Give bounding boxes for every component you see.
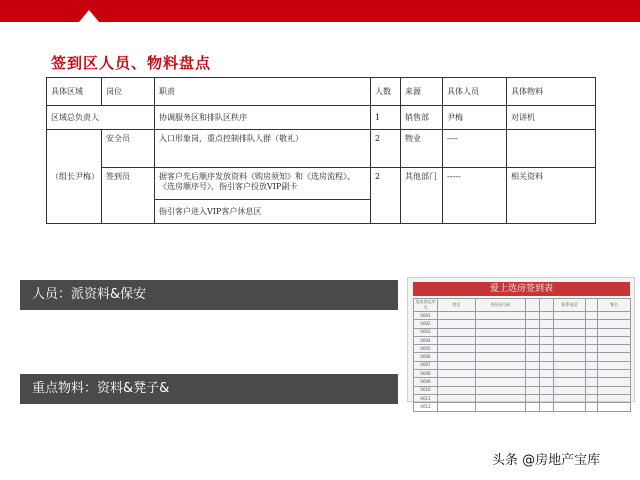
sheet-cell (586, 403, 598, 411)
sheet-cell (598, 353, 631, 361)
table-row (47, 130, 596, 168)
sheet-cell (540, 345, 554, 353)
sheet-cell (438, 361, 476, 369)
sheet-cell (598, 345, 631, 353)
sheet-cell (476, 394, 526, 402)
sheet-cell (438, 378, 476, 386)
watermark: 头条 @房地产宝库 (492, 453, 601, 468)
duty-cell: 指引客户进入VIP客户休息区 (155, 200, 371, 224)
sheet-cell (526, 320, 540, 328)
sheet-cell (586, 370, 598, 378)
source-cell: 销售部 (401, 106, 443, 130)
sheet-cell (586, 345, 598, 353)
sheet-row (414, 378, 631, 386)
sheet-row-number: 0008 (414, 370, 438, 378)
sheet-cell (438, 336, 476, 344)
sheet-row-number: 0005 (414, 345, 438, 353)
duty-cell: 协调服务区和排队区秩序 (155, 106, 371, 130)
sheet-cell (586, 353, 598, 361)
sheet-cell (554, 403, 586, 411)
area-cell: 区域总负责人 (47, 106, 155, 130)
table-row (47, 106, 596, 130)
sheet-cell (598, 403, 631, 411)
sheet-header-row (414, 299, 631, 312)
staff-summary-band: 人员：派资料&保安 (20, 280, 398, 310)
sheet-cell (586, 378, 598, 386)
sheet-row-number: 0010 (414, 386, 438, 394)
sheet-cell (540, 386, 554, 394)
header-cell: 人数 (371, 78, 401, 106)
sheet-cell (438, 312, 476, 320)
header-cell: 职责 (155, 78, 371, 106)
count-cell: 2 (371, 130, 401, 168)
sheet-cell (540, 336, 554, 344)
sheet-row (414, 320, 631, 328)
sheet-cell (476, 345, 526, 353)
source-cell: 物业 (401, 130, 443, 168)
header-cell: 来源 (401, 78, 443, 106)
sheet-row-number: 0006 (414, 353, 438, 361)
sheet-cell (438, 403, 476, 411)
sheet-cell (438, 328, 476, 336)
sheet-cell (526, 378, 540, 386)
sheet-row (414, 312, 631, 320)
sheet-row-number: 0011 (414, 394, 438, 402)
sheet-cell (476, 370, 526, 378)
person-cell: 尹梅 (443, 106, 507, 130)
material-cell: 对讲机 (507, 106, 596, 130)
sheet-row (414, 386, 631, 394)
sheet-cell (526, 312, 540, 320)
sign-in-sheet-title: 爱上选房签到表 (413, 282, 630, 296)
header-cell: 具体区域 (47, 78, 102, 106)
sheet-row-number: 0002 (414, 320, 438, 328)
sheet-cell (586, 320, 598, 328)
sheet-cell (554, 353, 586, 361)
sheet-cell (526, 345, 540, 353)
sheet-cell (476, 328, 526, 336)
sheet-cell (540, 370, 554, 378)
sheet-cell (476, 378, 526, 386)
sheet-cell (526, 403, 540, 411)
sheet-cell (554, 345, 586, 353)
sheet-cell (554, 386, 586, 394)
sheet-header-cell: 姓名 (438, 299, 476, 312)
sheet-row-number: 0009 (414, 378, 438, 386)
sheet-cell (586, 386, 598, 394)
sheet-cell (598, 378, 631, 386)
sheet-row-number: 0012 (414, 403, 438, 411)
sheet-cell (554, 312, 586, 320)
sheet-cell (438, 394, 476, 402)
sheet-cell (476, 353, 526, 361)
sheet-row (414, 361, 631, 369)
material-cell (507, 130, 596, 168)
person-cell: ----- (443, 168, 507, 224)
sheet-cell (476, 336, 526, 344)
sheet-row-number: 0007 (414, 361, 438, 369)
sheet-cell (598, 386, 631, 394)
sheet-cell (540, 378, 554, 386)
sheet-cell (598, 328, 631, 336)
duty-cell: 入口形象岗，重点控制排队人群（敬礼） (155, 130, 371, 168)
sheet-cell (598, 361, 631, 369)
sheet-cell (476, 386, 526, 394)
sheet-row (414, 394, 631, 402)
sheet-cell (598, 312, 631, 320)
sheet-cell (598, 394, 631, 402)
sheet-header-cell: 签名 (598, 299, 631, 312)
sheet-cell (540, 394, 554, 402)
sheet-header-cell (586, 299, 598, 312)
sheet-cell (586, 361, 598, 369)
sheet-cell (438, 370, 476, 378)
sheet-cell (540, 403, 554, 411)
sheet-cell (586, 312, 598, 320)
sheet-cell (526, 336, 540, 344)
sheet-cell (476, 320, 526, 328)
source-cell: 其他部门 (401, 168, 443, 224)
staff-material-table (46, 77, 596, 224)
sheet-cell (586, 394, 598, 402)
sheet-cell (586, 328, 598, 336)
sheet-cell (476, 312, 526, 320)
sheet-cell (554, 378, 586, 386)
sheet-row (414, 370, 631, 378)
sheet-row-number: 0001 (414, 312, 438, 320)
sheet-cell (554, 361, 586, 369)
header-cell: 具体物料 (507, 78, 596, 106)
sheet-row (414, 336, 631, 344)
sheet-header-cell (526, 299, 540, 312)
sheet-header-cell: 身份证号码 (476, 299, 526, 312)
material-cell: 相关资料 (507, 168, 596, 224)
sheet-cell (526, 361, 540, 369)
sheet-row (414, 403, 631, 411)
duty-cell: 据客户先后顺序发放资料《购房须知》和《选房流程》、《选房顺序号》，指引客户投放VIP副卡 (155, 168, 371, 200)
sheet-cell (598, 370, 631, 378)
sheet-cell (526, 386, 540, 394)
sheet-cell (476, 403, 526, 411)
sheet-row (414, 328, 631, 336)
sheet-cell (526, 370, 540, 378)
sheet-cell (438, 386, 476, 394)
sheet-cell (438, 353, 476, 361)
sheet-cell (540, 353, 554, 361)
sheet-cell (540, 320, 554, 328)
sheet-cell (554, 370, 586, 378)
sheet-header-cell (540, 299, 554, 312)
area-cell: （组长尹梅） (47, 130, 102, 224)
person-cell: ---- (443, 130, 507, 168)
sheet-cell (598, 336, 631, 344)
sheet-row (414, 345, 631, 353)
sheet-row-number: 0003 (414, 328, 438, 336)
sign-in-sheet-grid (413, 298, 630, 412)
header-cell: 岗位 (102, 78, 155, 106)
sheet-cell (554, 336, 586, 344)
sheet-rows (414, 312, 631, 412)
sheet-cell (438, 345, 476, 353)
sheet-cell (540, 361, 554, 369)
header-cell: 具体人员 (443, 78, 507, 106)
material-summary-band: 重点物料：资料&凳子& (20, 374, 398, 404)
sheet-cell (598, 320, 631, 328)
sheet-cell (586, 336, 598, 344)
post-cell: 签到员 (102, 168, 155, 224)
sheet-cell (554, 328, 586, 336)
sheet-cell (540, 328, 554, 336)
sheet-cell (526, 394, 540, 402)
header-notch (79, 10, 99, 22)
post-cell: 安全员 (102, 130, 155, 168)
sheet-cell (554, 394, 586, 402)
table-row (47, 168, 596, 200)
sheet-cell (526, 353, 540, 361)
count-cell: 2 (371, 168, 401, 224)
sheet-cell (526, 328, 540, 336)
sheet-cell (476, 361, 526, 369)
count-cell: 1 (371, 106, 401, 130)
sheet-row-number: 0004 (414, 336, 438, 344)
table-header-row (47, 78, 596, 106)
page-title: 签到区人员、物料盘点 (51, 54, 212, 72)
sheet-header-cell: 选房登记序号 (415, 299, 436, 310)
sheet-cell (438, 320, 476, 328)
sheet-cell (540, 312, 554, 320)
sign-in-sheet-photo (407, 277, 635, 409)
sheet-cell (554, 320, 586, 328)
sheet-header-cell: 联系电话 (554, 299, 586, 312)
sheet-row (414, 353, 631, 361)
